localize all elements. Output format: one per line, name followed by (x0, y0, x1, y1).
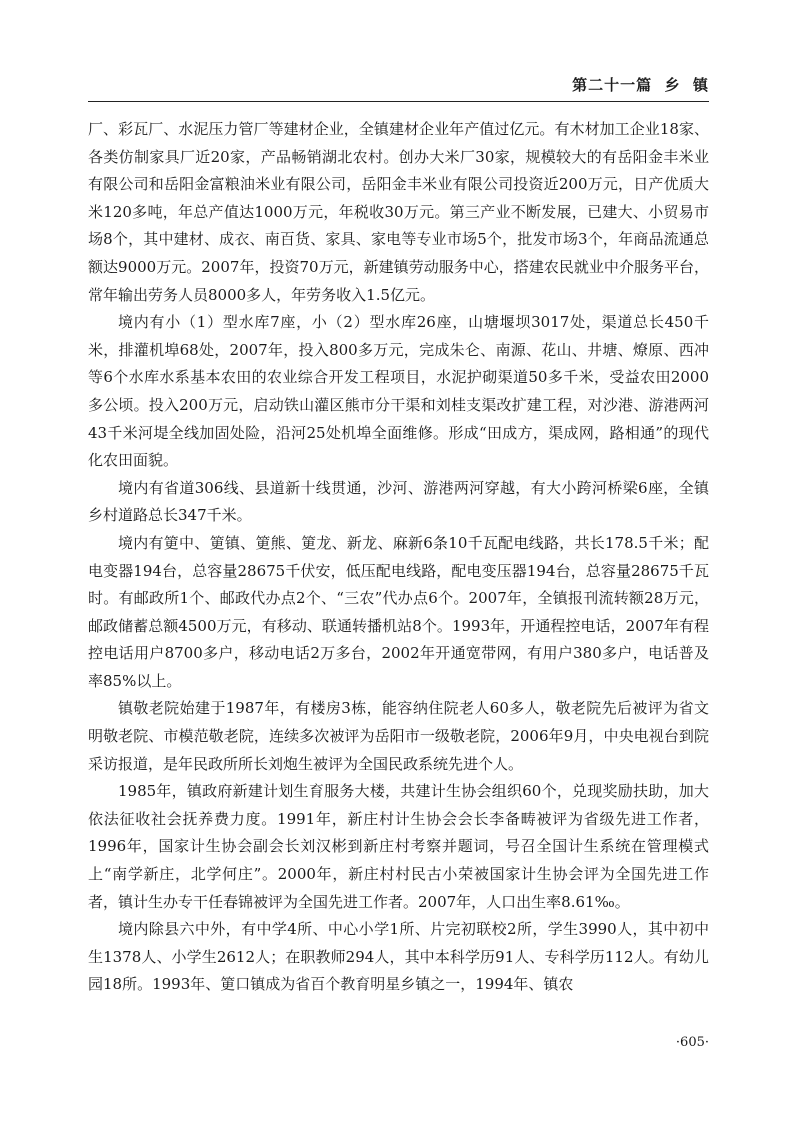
paragraph-nursing-home: 镇敬老院始建于1987年，有楼房3栋，能容纳住院老人60多人，敬老院先后被评为省文明敬老院、市模范敬老院，连续多次被评为岳阳市一级敬老院，2006年9月，中央电视台到院采访报道，是年民政所所长刘炮生被评为全国民政系统先进个人。 (88, 699, 709, 773)
header-rule (88, 101, 709, 102)
body-text (88, 116, 709, 999)
paragraph-family-planning: 1985年，镇政府新建计划生育服务大楼，共建计生协会组织60个，兑现奖励扶助，加大依法征收社会抚养费力度。1991年，新庄村计生协会会长李备畴被评为省级先进工作者，1996年，国家计生协会副会长刘汉彬到新庄村考察并题词，号召全国计生系统在管理模式上“南学新庄，北学何庄”。2000年，新庄村村民古小荣被国家计生协会评为全国先进工作者，镇计生办专干任春锦被评为全国先进工作者。2007年，人口出生率8.61‰。 (88, 782, 709, 911)
paragraph-water-conservancy: 境内有小（1）型水库7座，小（2）型水库26座，山塘堰坝3017处，渠道总长450千米，排灌机埠68处，2007年，投入800多万元，完成朱仑、南源、花山、井塘、燎原、西冲等6个水库水系基本农田的农业综合开发工程项目，水泥护砌渠道50多千米，受益农田2000多公顷。投入200万元，启动铁山灌区熊市分干渠和刘桂支渠改扩建工程，对沙港、游港两河43千米河堤全线加固处险，沿河25处机埠全面维修。形成“田成方，渠成网，路相通”的现代化农田面貌。 (88, 313, 709, 470)
chapter-title: 第二十一篇 乡 镇 (572, 76, 709, 94)
running-header (88, 74, 709, 100)
paragraph-power-and-post: 境内有筻中、筻镇、筻熊、筻龙、新龙、麻新6条10千瓦配电线路，共长178.5千米；配电变器194台，总容量28675千伏安，低压配电线路，配电变压器194台，总容量28675千瓦时。有邮政所1个、邮政代办点2个、“三农”代办点6个。2007年，全镇报刊流转额28万元，邮政储蓄总额4500万元，有移动、联通转播机站8个。1993年，开通程控电话，2007年有程控电话用户8700多户，移动电话2万多台，2002年开通宽带网，有用户380多户，电话普及率85%以上。 (88, 533, 709, 690)
paragraph-education: 境内除县六中外，有中学4所、中心小学1所、片完初联校2所，学生3990人，其中初中生1378人、小学生2612人；在职教师294人，其中本科学历91人、专科学历112人。有幼儿园18所。1993年、筻口镇成为省百个教育明星乡镇之一，1994年、镇农 (88, 920, 709, 994)
page-number: ·605· (675, 1035, 709, 1050)
paragraph-roads: 境内有省道306线、县道新十线贯通，沙河、游港两河穿越，有大小跨河桥梁6座，全镇乡村道路总长347千米。 (88, 478, 709, 525)
paragraph-continued: 厂、彩瓦厂、水泥压力管厂等建材企业，全镇建材企业年产值过亿元。有木材加工企业18家、各类仿制家具厂近20家，产品畅销湖北农村。创办大米厂30家，规模较大的有岳阳金丰米业有限公司和岳阳金富粮油米业有限公司，岳阳金丰米业有限公司投资近200万元，日产优质大米120多吨，年总产值达1000万元，年税收30万元。第三产业不断发展，已建大、小贸易市场8个，其中建材、成衣、南百货、家具、家电等专业市场5个，批发市场3个，年商品流通总额达9000万元。2007年，投资70万元，新建镇劳动服务中心，搭建农民就业中介服务平台，常年输出劳务人员8000多人，年劳务收入1.5亿元。 (88, 120, 709, 304)
